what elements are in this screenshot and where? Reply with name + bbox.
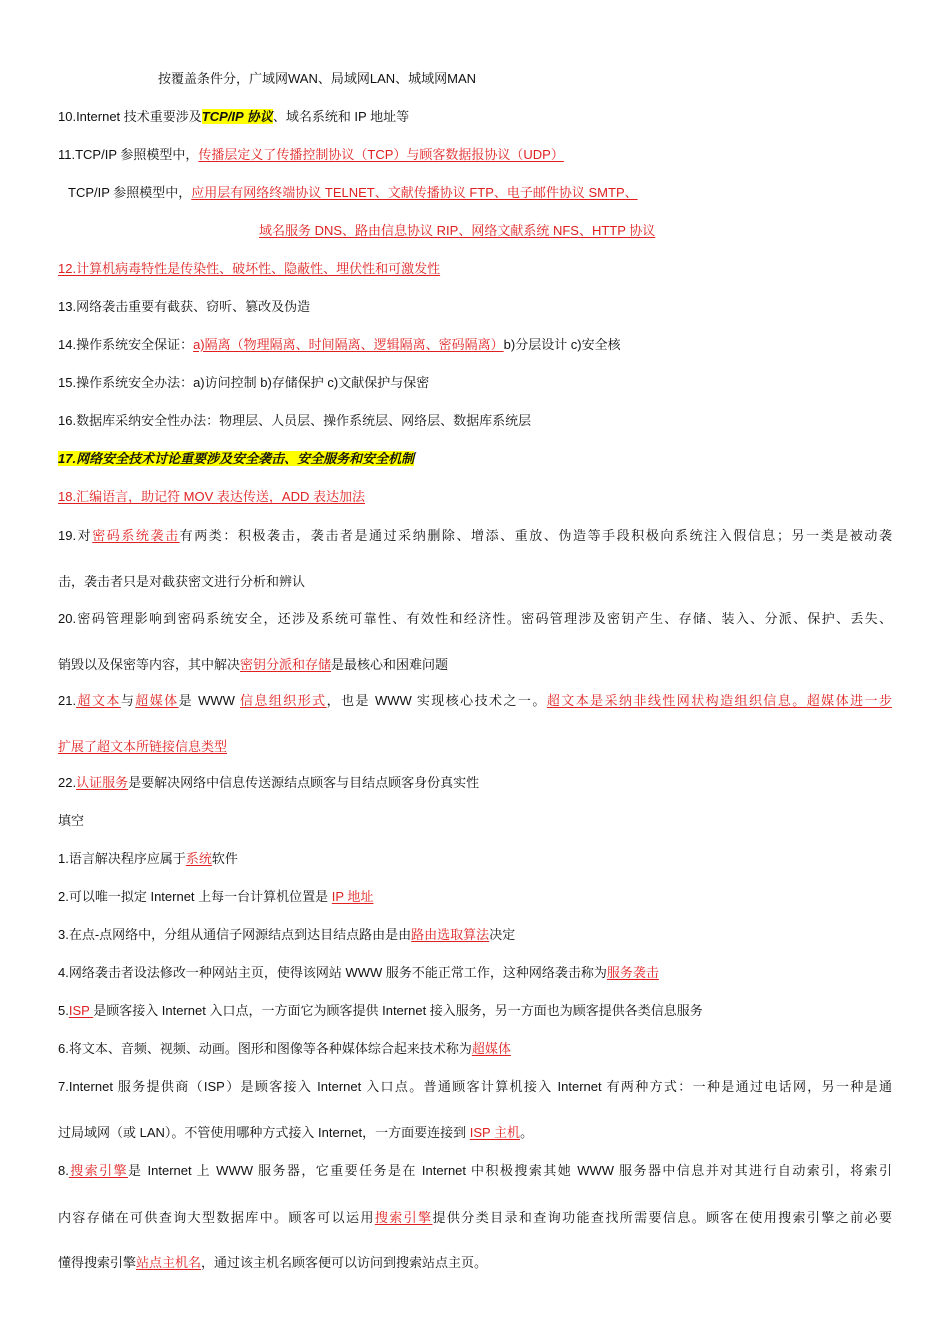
text-line [58, 1124, 533, 1142]
text-line [58, 888, 373, 906]
text-line [58, 692, 892, 710]
text-span: 软件 [211, 851, 238, 866]
text-span: 8. [58, 1163, 69, 1178]
underlined-answer: 超媒体 [471, 1041, 511, 1056]
text-line [58, 1162, 892, 1180]
text-line [58, 108, 409, 126]
text-line [58, 964, 659, 982]
underlined-answer: 应用层有网络终端协议 TELNET、文献传播协议 FTP、电子邮件协议 SMTP、 [191, 185, 638, 200]
underlined-answer: 路由选取算法 [411, 927, 490, 942]
text-span: 内容存储在可供查询大型数据库中。顾客可以运用 [58, 1210, 375, 1225]
text-span: 是 WWW [178, 693, 240, 708]
underlined-answer: 搜索引擎 [68, 1163, 129, 1178]
text-span: ，也是 WWW 实现核心技术之一。 [326, 693, 547, 708]
underlined-answer: 搜索引擎 [374, 1210, 433, 1225]
text-span: 懂得搜索引擎 [58, 1255, 137, 1270]
text-line [58, 1040, 511, 1058]
underlined-answer: 传播层定义了传播控制协议（TCP）与顾客数据报协议（UDP） [198, 147, 564, 162]
text-line: 15.操作系统安全办法：a)访问控制 b)存储保护 c)文献保护与保密 [58, 375, 430, 390]
text-line [58, 1254, 487, 1272]
text-line [58, 1209, 892, 1227]
underlined-answer: 18.汇编语言，助记符 MOV 表达传送，ADD 表达加法 [58, 489, 365, 504]
text-span: 21. [58, 693, 77, 708]
text-span: 决定 [489, 927, 516, 942]
text-span: 有两类：积极袭击，袭击者是通过采纳删除、增添、重放、伪造等手段积极向系统注入假信息；另一类是被动袭 [179, 528, 892, 543]
underlined-answer: 信息组织形式 [239, 693, 327, 708]
text-line [58, 1002, 703, 1020]
text-line: 13.网络袭击重要有截获、窃听、篡改及伪造 [58, 299, 311, 314]
text-line: 7.Internet 服务提供商（ISP）是顾客接入 Internet 入口点。普通顾客计算机接入 Internet 有两种方式：一种是通过电话网，另一种是通 [58, 1079, 892, 1094]
text-line [58, 656, 448, 674]
text-span: 是 Internet 上 WWW 服务器，它重要任务是在 Internet 中积极搜索其她 WWW 服务器中信息并对其进行自动索引，将索引 [128, 1163, 892, 1178]
underlined-answer: 认证服务 [76, 775, 129, 790]
text-line [58, 774, 479, 792]
text-span: 11.TCP/IP 参照模型中， [58, 147, 199, 162]
text-span: 19.对 [58, 528, 93, 543]
underlined-answer: 密码系统袭击 [92, 528, 180, 543]
text-line [58, 488, 365, 506]
text-span: 14.操作系统安全保证： [58, 337, 194, 352]
underlined-answer: 超媒体 [135, 693, 179, 708]
text-span: 22. [58, 775, 77, 790]
underlined-answer: 12.计算机病毒特性是传染性、破坏性、隐蔽性、埋伏性和可激发性 [58, 261, 441, 276]
text-span: 5. [58, 1003, 69, 1018]
underlined-answer: 站点主机名 [136, 1255, 202, 1270]
text-span: 提供分类目录和查询功能查找所需要信息。顾客在使用搜索引擎之前必要 [432, 1210, 892, 1225]
text-span: 、域名系统和 IP 地址等 [272, 109, 410, 124]
underlined-answer: ISP [68, 1003, 94, 1018]
text-line: 20.密码管理影响到密码系统安全，还涉及系统可靠性、有效性和经济性。密码管理涉及密钥产生、存储、装入、分派、保护、丢失、 [58, 611, 892, 626]
text-span: 1.语言解决程序应属于 [58, 851, 186, 866]
underlined-answer: a)隔离（物理隔离、时间隔离、逻辑隔离、密码隔离） [193, 337, 504, 352]
underlined-answer: ISP 主机 [469, 1125, 521, 1140]
text-line [58, 527, 892, 545]
text-line [58, 336, 621, 354]
text-span: 。 [520, 1125, 534, 1140]
underlined-answer: 扩展了超文本所链接信息类型 [58, 739, 228, 754]
text-span: 2.可以唯一拟定 Internet 上每一台计算机位置是 [58, 889, 332, 904]
underlined-answer: 超文本 [76, 693, 121, 708]
text-span: 10.Internet 技术重要涉及 [58, 109, 202, 124]
text-span: 与 [120, 693, 136, 708]
text-line: 按覆盖条件分，广域网WAN、局域网LAN、城域网MAN [158, 71, 477, 86]
text-line [58, 926, 515, 944]
underlined-answer: 服务袭击 [606, 965, 659, 980]
text-span: 3.在点-点网络中，分组从通信子网源结点到达目结点路由是由 [58, 927, 412, 942]
text-span: 是最核心和困难问题 [331, 657, 449, 672]
text-span: ，通过该主机名顾客便可以访问到搜索站点主页。 [201, 1255, 488, 1270]
underlined-answer: 密钥分派和存储 [240, 657, 332, 672]
text-span: 6.将文本、音频、视频、动画。图形和图像等各种媒体综合起来技术称为 [58, 1041, 472, 1056]
text-line [259, 222, 655, 240]
text-line [58, 738, 227, 756]
underlined-answer: 超文本是采纳非线性网状构造组织信息。超媒体进一步 [546, 693, 892, 708]
text-span: 销毁以及保密等内容，其中解决 [58, 657, 241, 672]
text-line [58, 260, 440, 278]
text-line [58, 850, 238, 868]
section-heading: 填空 [58, 813, 85, 828]
text-span: TCP/IP 参照模型中， [68, 185, 192, 200]
text-span: 是要解决网络中信息传送源结点顾客与目结点顾客身份真实性 [128, 775, 480, 790]
text-line [58, 450, 414, 468]
underlined-answer: 域名服务 DNS、路由信息协议 RIP、网络文献系统 NFS、HTTP 协议 [259, 223, 656, 238]
text-span: 是顾客接入 Internet 入口点，一方面它为顾客提供 Internet 接入服务，另一方面也为顾客提供各类信息服务 [93, 1003, 703, 1018]
text-line: 击，袭击者只是对截获密文进行分析和辨认 [58, 574, 306, 589]
highlighted-term: 17.网络安全技术讨论重要涉及安全袭击、安全服务和安全机制 [58, 451, 415, 466]
text-span: 过局域网（或 LAN）。不管使用哪种方式接入 Internet，一方面要连接到 [58, 1125, 470, 1140]
underlined-answer: 系统 [185, 851, 212, 866]
text-line [68, 184, 638, 202]
text-line [58, 146, 564, 164]
text-span: 4.网络袭击者设法修改一种网站主页，使得该网站 WWW 服务不能正常工作，这种网络袭击称为 [58, 965, 607, 980]
text-span: b)分层设计 c)安全核 [503, 337, 621, 352]
text-line: 16.数据库采纳安全性办法：物理层、人员层、操作系统层、网络层、数据库系统层 [58, 413, 532, 428]
underlined-answer: IP 地址 [331, 889, 374, 904]
highlighted-term: TCP/IP 协议 [201, 109, 273, 124]
